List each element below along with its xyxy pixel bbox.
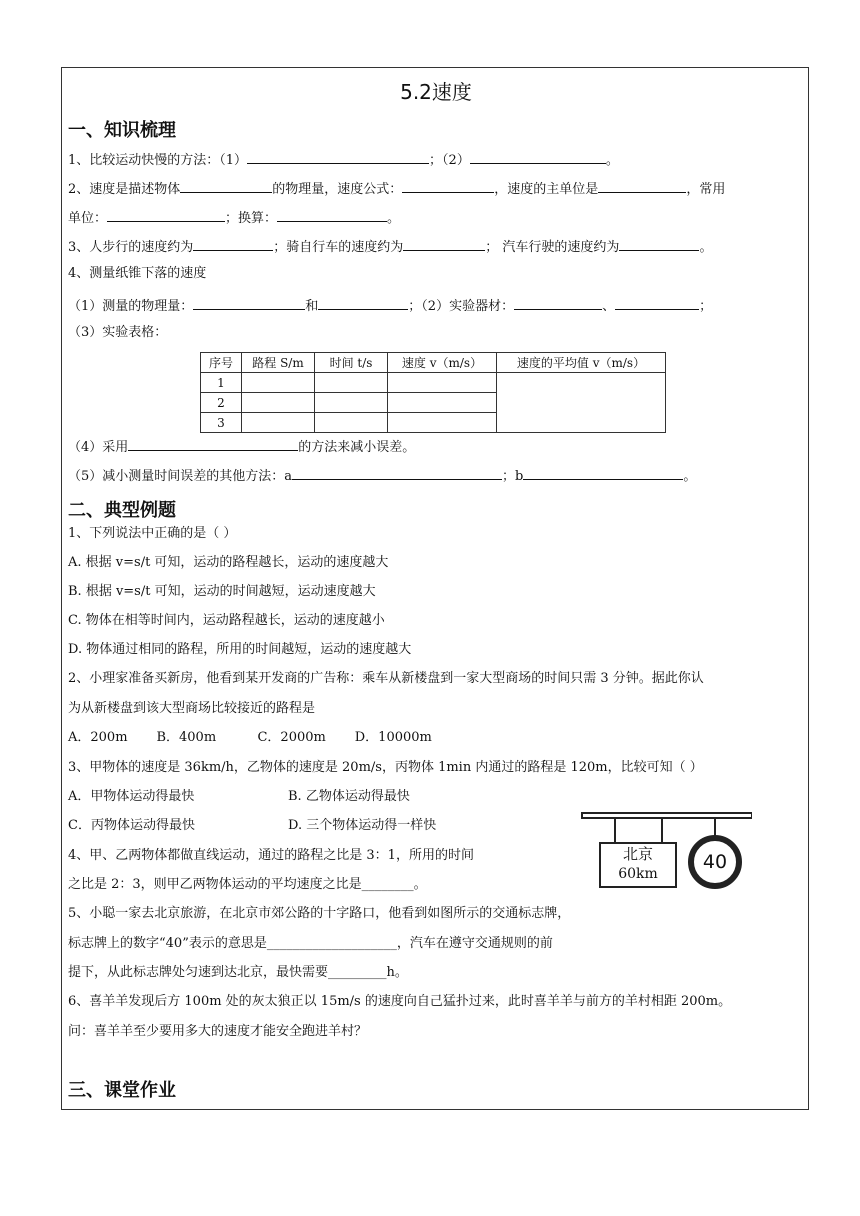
text: ，速度的主单位是: [494, 182, 599, 197]
answer-blank[interactable]: [180, 179, 272, 193]
table-cell-index: 2: [201, 393, 242, 413]
knowledge-line-6: （3）实验表格：: [68, 325, 168, 340]
knowledge-line-2: [68, 179, 725, 198]
text: （5）减小测量时间误差的其他方法：a: [68, 469, 293, 484]
text: （1）测量的物理量：: [68, 299, 194, 314]
table-cell[interactable]: [242, 393, 315, 413]
knowledge-line-4: 4、测量纸锥下落的速度: [68, 266, 207, 281]
question-1: 1、下列说法中正确的是（ ）: [68, 526, 237, 541]
answer-blank[interactable]: [292, 466, 502, 480]
page-title: 5.2速度: [400, 80, 472, 104]
answer-blank[interactable]: [107, 208, 225, 222]
question-6-line-2: 问：喜羊羊至少要用多大的速度才能安全跑进羊村？: [68, 1024, 368, 1039]
text: 的方法来减小误差。: [298, 440, 416, 455]
text: 2、速度是描述物体: [68, 182, 181, 197]
answer-blank[interactable]: [128, 437, 298, 451]
answer-blank[interactable]: [403, 237, 485, 251]
option-3c: C．丙物体运动得最快: [68, 818, 195, 833]
question-2-line-1: 2、小理家准备买新房，他看到某开发商的广告称：乘车从新楼盘到一家大型商场的时间只需 3 分钟。据此你认: [68, 671, 704, 686]
option-3d: D. 三个物体运动得一样快: [288, 818, 437, 833]
answer-blank[interactable]: [277, 208, 387, 222]
answer-blank[interactable]: [615, 296, 699, 310]
text: 的物理量，速度公式：: [272, 182, 403, 197]
knowledge-line-5: [68, 296, 712, 315]
table-cell[interactable]: [388, 413, 497, 433]
table-cell-index: 3: [201, 413, 242, 433]
option-1c: C. 物体在相等时间内，运动路程越长，运动的速度越小: [68, 613, 385, 628]
table-header-row: [201, 353, 666, 373]
question-2-options: A．200m B．400m C．2000m D．10000m: [68, 730, 432, 745]
answer-blank[interactable]: [318, 296, 408, 310]
answer-blank[interactable]: [247, 150, 429, 164]
text: ；（2）实验器材：: [408, 299, 515, 314]
table-cell[interactable]: [315, 373, 388, 393]
answer-blank[interactable]: [619, 237, 699, 251]
table-header: 时间 t/s: [315, 353, 388, 373]
text: ；换算：: [225, 211, 278, 226]
knowledge-line-1: [68, 150, 619, 169]
table-header: 速度的平均值 v（m/s）: [497, 353, 666, 373]
text: 单位：: [68, 211, 108, 226]
answer-blank[interactable]: [598, 179, 686, 193]
text: （4）采用: [68, 440, 129, 455]
text: 。: [387, 211, 401, 226]
experiment-table: [200, 352, 666, 433]
question-4-line-2: 之比是 2：3，则甲乙两物体运动的平均速度之比是________。: [68, 877, 427, 892]
option-3b: B. 乙物体运动得最快: [288, 789, 410, 804]
question-5-line-2: 标志牌上的数字“40”表示的意思是____________________，汽车在遵守交通规则的前: [68, 936, 553, 951]
option-1d: D. 物体通过相同的路程，所用的时间越短，运动的速度越大: [68, 642, 412, 657]
question-6-line-1: 6、喜羊羊发现后方 100m 处的灰太狼正以 15m/s 的速度向自己猛扑过来，此时喜羊羊与前方的羊村相距 200m。: [68, 994, 732, 1009]
option-1b: B. 根据 v=s/t 可知，运动的时间越短，运动速度越大: [68, 584, 376, 599]
text: ；: [699, 299, 713, 314]
table-cell[interactable]: [315, 413, 388, 433]
table-cell-index: 1: [201, 373, 242, 393]
table-cell[interactable]: [388, 393, 497, 413]
answer-blank[interactable]: [514, 296, 602, 310]
text: 。: [699, 240, 713, 255]
table-header: 序号: [201, 353, 242, 373]
text: ；（2）: [429, 153, 470, 168]
table-header: 路程 S/m: [242, 353, 315, 373]
answer-blank[interactable]: [402, 179, 494, 193]
option-3a: A．甲物体运动得最快: [68, 789, 195, 804]
answer-blank[interactable]: [470, 150, 606, 164]
question-3: 3、甲物体的速度是 36km/h，乙物体的速度是 20m/s，丙物体 1min 内通过的路程是 120m，比较可知（ ）: [68, 760, 703, 775]
question-5-line-1: 5、小聪一家去北京旅游，在北京市郊公路的十字路口，他看到如图所示的交通标志牌，: [68, 906, 571, 921]
table-cell-average[interactable]: [497, 373, 666, 433]
sign-distance: 60km: [618, 866, 658, 882]
text: ；骑自行车的速度约为: [273, 240, 404, 255]
table-row: [201, 373, 666, 393]
text: ，常用: [686, 182, 726, 197]
knowledge-line-3: [68, 237, 712, 256]
answer-blank[interactable]: [523, 466, 683, 480]
text: 1、比较运动快慢的方法：（1）: [68, 153, 248, 168]
knowledge-line-8: [68, 466, 696, 485]
question-2-line-2: 为从新楼盘到该大型商场比较接近的路程是: [68, 701, 316, 716]
worksheet-frame: [61, 67, 809, 1110]
option-1a: A. 根据 v=s/t 可知，运动的路程越长，运动的速度越大: [68, 555, 389, 570]
table-cell[interactable]: [388, 373, 497, 393]
text: 。: [683, 469, 697, 484]
knowledge-line-7: [68, 437, 415, 456]
section-heading-knowledge: 一、知识梳理: [68, 120, 176, 141]
answer-blank[interactable]: [193, 296, 305, 310]
table-cell[interactable]: [242, 373, 315, 393]
table-header: 速度 v（m/s）: [388, 353, 497, 373]
speed-limit-number: 40: [702, 851, 728, 873]
text: ；b: [502, 469, 524, 484]
knowledge-line-2b: [68, 208, 400, 227]
text: 和: [305, 299, 319, 314]
sign-city-name: 北京: [622, 845, 653, 863]
table-cell[interactable]: [242, 413, 315, 433]
traffic-sign-illustration: [580, 809, 752, 899]
text: 。: [605, 153, 619, 168]
table-cell[interactable]: [315, 393, 388, 413]
text: 、: [602, 299, 616, 314]
question-5-line-3: 提下，从此标志牌处匀速到达北京，最快需要_________h。: [68, 965, 408, 980]
answer-blank[interactable]: [193, 237, 273, 251]
section-heading-examples: 二、典型例题: [68, 500, 176, 521]
question-4-line-1: 4、甲、乙两物体都做直线运动，通过的路程之比是 3：1，所用的时间: [68, 848, 474, 863]
text: 3、人步行的速度约为: [68, 240, 194, 255]
text: ； 汽车行驶的速度约为: [485, 240, 620, 255]
section-heading-homework: 三、课堂作业: [68, 1080, 176, 1101]
